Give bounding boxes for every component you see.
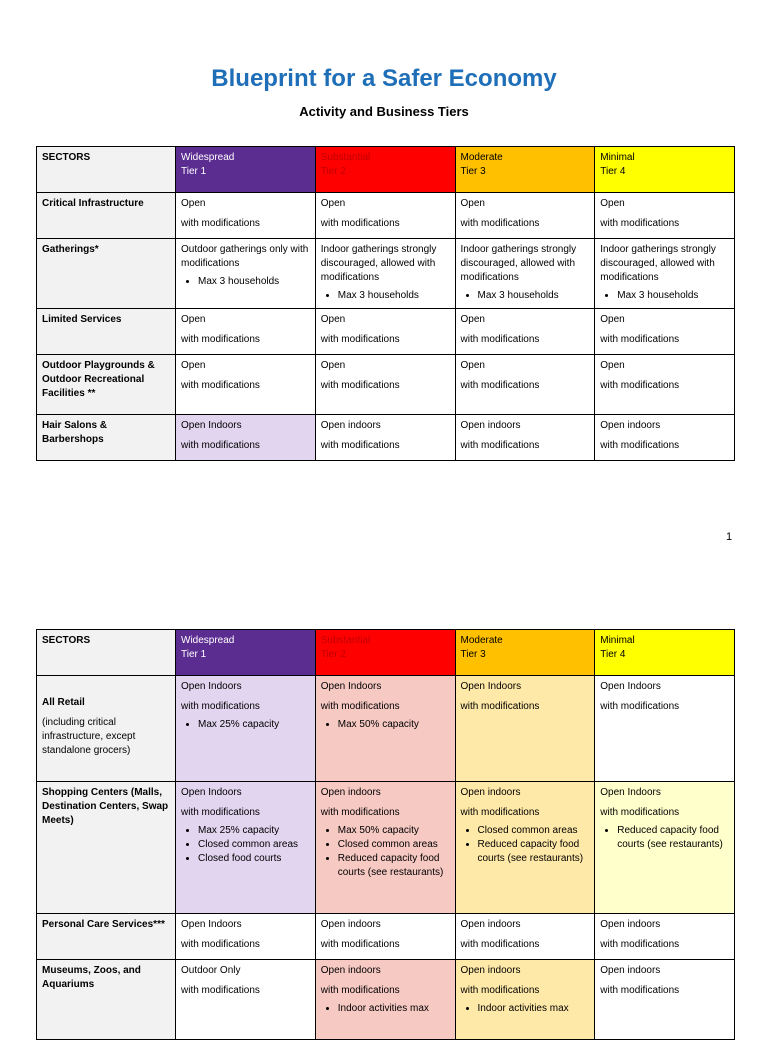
bullet-item: • Reduced capacity food courts (see restaurants) bbox=[478, 838, 590, 866]
bullet-item: • Reduced capacity food courts (see restaurants) bbox=[617, 824, 729, 852]
tier-cell: Open with modifications bbox=[595, 193, 735, 239]
table-row bbox=[37, 782, 735, 914]
tier-cell: Open indoors with modifications • Indoor activities max bbox=[455, 960, 595, 1040]
tier-cell: Open indoors with modifications bbox=[315, 415, 455, 461]
sectors-header: SECTORS bbox=[37, 630, 176, 676]
tier-cell: Open with modifications bbox=[315, 193, 455, 239]
document-subtitle: Activity and Business Tiers bbox=[299, 104, 469, 119]
bullet-item: • Max 3 households bbox=[617, 289, 729, 303]
tier-cell: Open Indoors with modifications • Max 50% capacity bbox=[315, 676, 455, 782]
tier-cell: Open Indoors with modifications bbox=[595, 676, 735, 782]
tier-cell: Open indoors with modifications bbox=[595, 960, 735, 1040]
bullet-item: • Max 50% capacity bbox=[338, 718, 450, 732]
table-row bbox=[37, 309, 735, 355]
tier-cell: Open with modifications bbox=[455, 355, 595, 415]
tier-cell: Open with modifications bbox=[176, 355, 316, 415]
table-row bbox=[37, 676, 735, 782]
tier-cell: Open with modifications bbox=[176, 193, 316, 239]
tier-header-substantial: Substantial Tier 2 bbox=[315, 630, 455, 676]
sector-label: Outdoor Playgrounds & Outdoor Recreational Facilities ** bbox=[37, 355, 176, 415]
tier-header-substantial: Substantial Tier 2 bbox=[315, 147, 455, 193]
tier-cell: Open with modifications bbox=[315, 355, 455, 415]
bullet-item: • Max 25% capacity bbox=[198, 824, 310, 838]
tier-header-minimal: Minimal Tier 4 bbox=[595, 147, 735, 193]
table-row bbox=[37, 914, 735, 960]
tier-cell: Open indoors with modifications • Max 50% capacity • Closed common areas • Reduced capacity food courts (see restaurants) bbox=[315, 782, 455, 914]
tier-cell: Open Indoors with modifications bbox=[176, 914, 316, 960]
tier-cell: Open Indoors with modifications • Max 25% capacity bbox=[176, 676, 316, 782]
bullet-item: • Max 50% capacity bbox=[338, 824, 450, 838]
tier-header-minimal: Minimal Tier 4 bbox=[595, 630, 735, 676]
bullet-item: • Indoor activities max bbox=[338, 1002, 450, 1016]
sectors-header: SECTORS bbox=[37, 147, 176, 193]
tier-cell: Indoor gatherings strongly discouraged, allowed with modifications • Max 3 households bbox=[455, 239, 595, 309]
bullet-item: • Closed common areas bbox=[478, 824, 590, 838]
page-number: 1 bbox=[726, 531, 733, 543]
tier-cell: Outdoor gatherings only with modifications • Max 3 households bbox=[176, 239, 316, 309]
sector-note: (including critical infrastructure, except standalone grocers) bbox=[42, 717, 136, 756]
tier-cell: Open indoors with modifications bbox=[315, 914, 455, 960]
tier-cell: Open with modifications bbox=[315, 309, 455, 355]
bullet-item: • Max 3 households bbox=[338, 289, 450, 303]
table-row bbox=[37, 415, 735, 461]
bullet-item: • Max 25% capacity bbox=[198, 718, 310, 732]
sector-label: Hair Salons & Barbershops bbox=[37, 415, 176, 461]
tier-header-widespread: Widespread Tier 1 bbox=[176, 147, 316, 193]
tier-cell: Open indoors with modifications bbox=[455, 415, 595, 461]
bullet-item: • Indoor activities max bbox=[478, 1002, 590, 1016]
tier-cell: Open with modifications bbox=[595, 309, 735, 355]
bullet-item: • Closed food courts bbox=[198, 852, 310, 866]
bullet-item: • Reduced capacity food courts (see restaurants) bbox=[338, 852, 450, 880]
sector-label: Shopping Centers (Malls, Destination Centers, Swap Meets) bbox=[37, 782, 176, 914]
tier-cell: Outdoor Only with modifications bbox=[176, 960, 316, 1040]
bullet-item: • Closed common areas bbox=[338, 838, 450, 852]
tier-cell: Open indoors with modifications bbox=[595, 914, 735, 960]
document-title: Blueprint for a Safer Economy bbox=[211, 65, 557, 92]
tier-cell: Open with modifications bbox=[455, 309, 595, 355]
tiers-table-page-1 bbox=[36, 146, 735, 461]
tier-cell: Open Indoors with modifications bbox=[176, 415, 316, 461]
tier-cell: Open indoors with modifications • Indoor activities max bbox=[315, 960, 455, 1040]
tier-cell: Open Indoors with modifications • Max 25% capacity • Closed common areas • Closed food courts bbox=[176, 782, 316, 914]
bullet-item: • Closed common areas bbox=[198, 838, 310, 852]
tier-cell: Open with modifications bbox=[595, 355, 735, 415]
tier-header-moderate: Moderate Tier 3 bbox=[455, 147, 595, 193]
table-row bbox=[37, 193, 735, 239]
tier-header-moderate: Moderate Tier 3 bbox=[455, 630, 595, 676]
tier-cell: Open indoors with modifications bbox=[595, 415, 735, 461]
sector-label: Limited Services bbox=[37, 309, 176, 355]
bullet-item: • Max 3 households bbox=[478, 289, 590, 303]
tier-cell: Open indoors with modifications bbox=[455, 914, 595, 960]
tier-cell: Indoor gatherings strongly discouraged, allowed with modifications • Max 3 households bbox=[315, 239, 455, 309]
tier-header-widespread: Widespread Tier 1 bbox=[176, 630, 316, 676]
table-row bbox=[37, 355, 735, 415]
tier-cell: Open Indoors with modifications bbox=[455, 676, 595, 782]
sector-label: Personal Care Services*** bbox=[37, 914, 176, 960]
sector-label: Museums, Zoos, and Aquariums bbox=[37, 960, 176, 1040]
tier-cell: Indoor gatherings strongly discouraged, allowed with modifications • Max 3 households bbox=[595, 239, 735, 309]
sector-label: All Retail (including critical infrastructure, except standalone grocers) bbox=[37, 676, 176, 782]
tiers-table-page-2 bbox=[36, 629, 735, 1040]
sector-label: Gatherings* bbox=[37, 239, 176, 309]
tier-cell: Open with modifications bbox=[455, 193, 595, 239]
tier-cell: Open with modifications bbox=[176, 309, 316, 355]
bullet-item: • Max 3 households bbox=[198, 275, 310, 289]
table-row bbox=[37, 960, 735, 1040]
tier-cell: Open Indoors with modifications • Reduced capacity food courts (see restaurants) bbox=[595, 782, 735, 914]
tier-cell: Open indoors with modifications • Closed common areas • Reduced capacity food courts (see restaurants) bbox=[455, 782, 595, 914]
table-row bbox=[37, 239, 735, 309]
sector-label: Critical Infrastructure bbox=[37, 193, 176, 239]
